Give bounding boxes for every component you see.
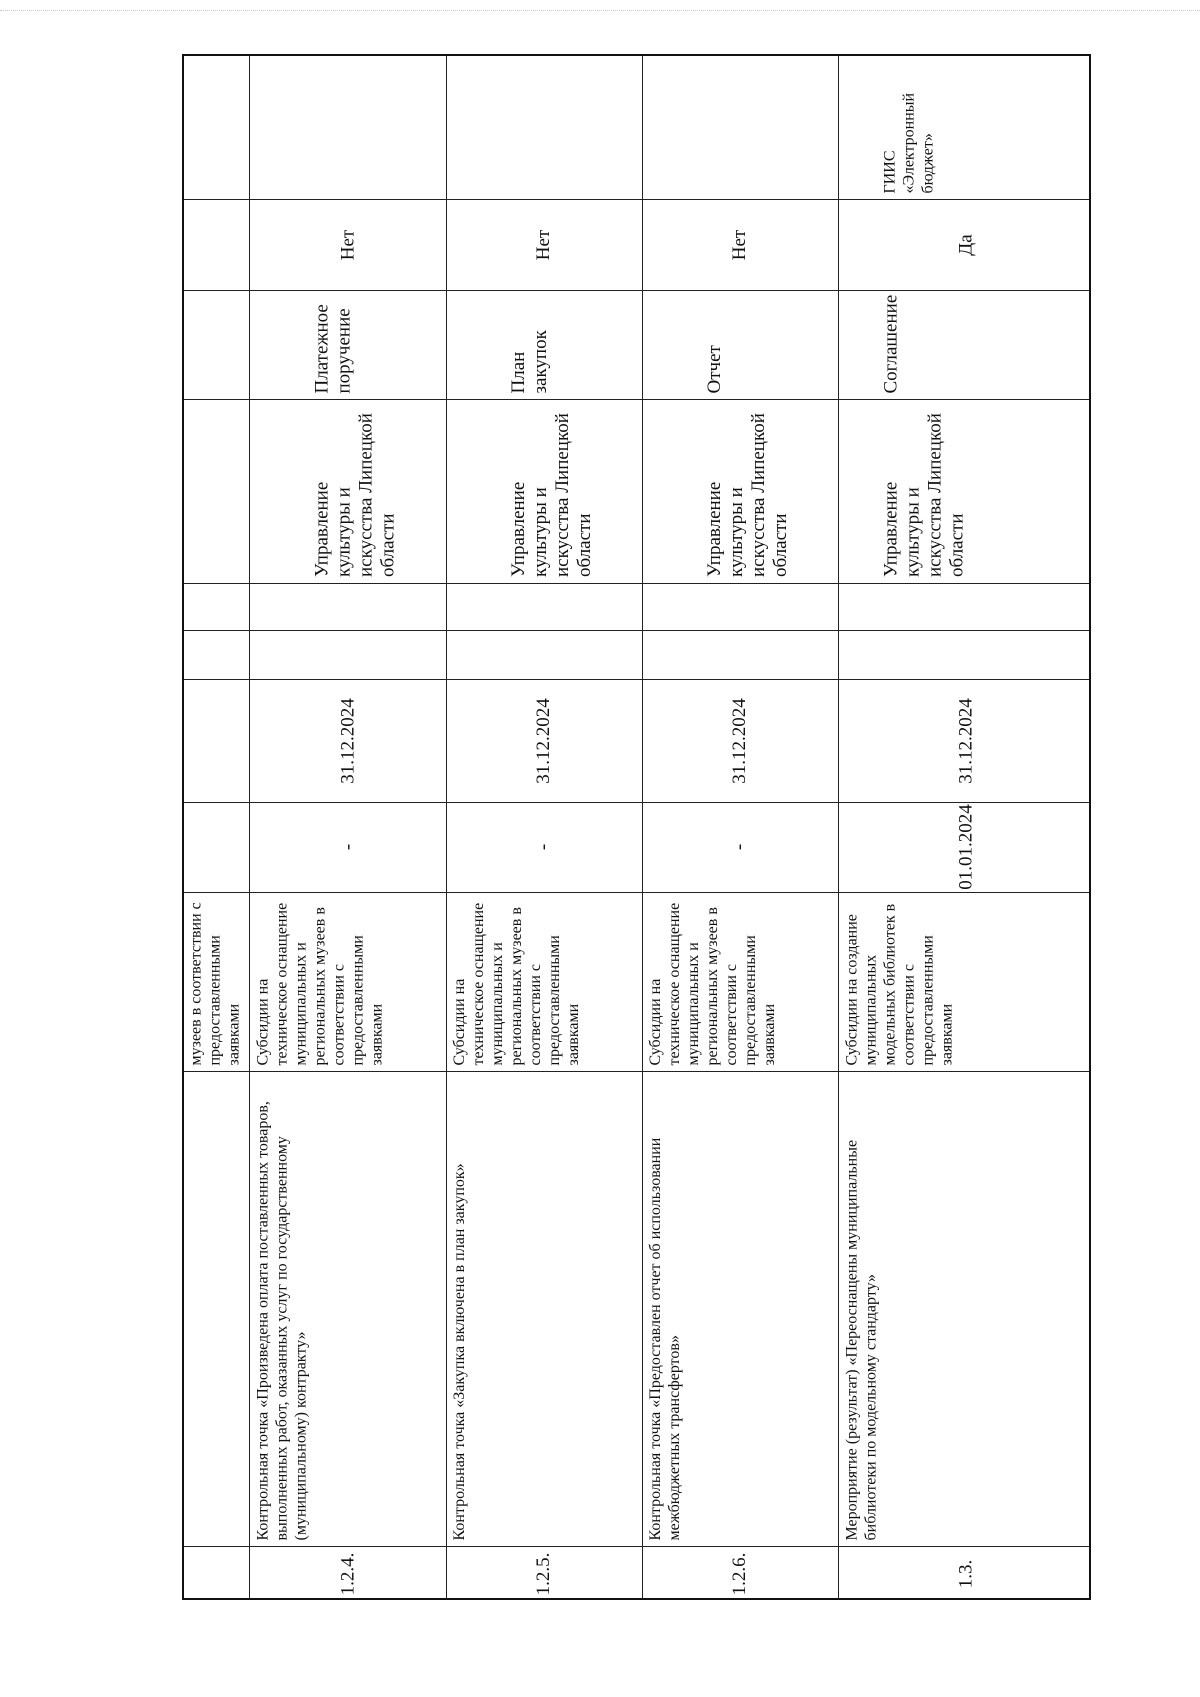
- end-date-cell: [249, 679, 446, 802]
- row-number-text: 1.2.5.: [533, 1552, 554, 1596]
- responsible-cell: [249, 399, 446, 583]
- start-date-text: -: [533, 843, 554, 851]
- end-date-cell: [838, 679, 1093, 802]
- responsible-cell: [838, 399, 1093, 583]
- blank-cell: [446, 630, 642, 679]
- flag-text: Нет: [336, 229, 358, 260]
- blank-cell: [249, 630, 446, 679]
- funding-cell: [642, 892, 838, 1071]
- blank-text: [644, 633, 836, 676]
- end-date-cell: [642, 679, 838, 802]
- responsible-text: Управление культуры и искусства Липецкой области: [704, 413, 791, 577]
- name-cell: [642, 1071, 838, 1546]
- start-date-cell: [838, 802, 1093, 892]
- name-cell: [249, 1071, 446, 1546]
- system-cell: [446, 56, 642, 199]
- blank-cell: [249, 583, 446, 630]
- system-text: [644, 59, 836, 196]
- blank-text: [251, 633, 444, 676]
- row-number-cell: [446, 1546, 642, 1602]
- system-cell: [838, 56, 1093, 199]
- document-cell: [838, 290, 1093, 399]
- system-text: ГИИС «Электронный бюджет»: [881, 92, 936, 193]
- flag-text: Да: [954, 233, 976, 256]
- name-text: Контрольная точка «Произведена оплата поставленных товаров, выполненных работ, оказанных услуг по государственному (муниципальному) контракту»: [254, 1100, 309, 1540]
- name-cell: [838, 1071, 1093, 1546]
- end-date-text: 31.12.2024: [729, 697, 750, 784]
- responsible-text: Управление культуры и искусства Липецкой области: [311, 413, 398, 577]
- blank-cell: [642, 630, 838, 679]
- flag-text: Нет: [533, 229, 554, 260]
- document-cell: [642, 290, 838, 399]
- blank-text: [251, 586, 444, 627]
- header-funding-text: музеев в соответствии с предоставленными заявками: [187, 901, 242, 1065]
- name-cell: [446, 1071, 642, 1546]
- header-funding-cell: [184, 892, 249, 1071]
- end-date-cell: [446, 679, 642, 802]
- data-table: [182, 54, 1091, 1600]
- blank-cell: [838, 630, 1093, 679]
- funding-text: Субсидии на создание муниципальных модельных библиотек в соответствии с предоставленными заявками: [843, 903, 955, 1065]
- flag-cell: [642, 199, 838, 290]
- row-number-text: 1.2.6.: [729, 1552, 750, 1596]
- funding-cell: [446, 892, 642, 1071]
- start-date-text: -: [729, 843, 750, 851]
- end-date-text: 31.12.2024: [954, 697, 976, 784]
- responsible-cell: [642, 399, 838, 583]
- system-text: [448, 59, 640, 196]
- system-text: [251, 59, 444, 196]
- document-text: План закупок: [508, 329, 551, 393]
- start-date-cell: [642, 802, 838, 892]
- start-date-cell: [249, 802, 446, 892]
- document-text: Отчет: [704, 344, 725, 393]
- blank-cell: [838, 583, 1093, 630]
- name-text: Мероприятие (результат) «Переоснащены муниципальные библиотеки по модельному стандарту»: [843, 1139, 879, 1540]
- system-cell: [642, 56, 838, 199]
- blank-text: [840, 586, 1091, 627]
- document-text: Платежное поручение: [311, 303, 354, 393]
- system-cell: [249, 56, 446, 199]
- scan-edge: [0, 10, 1200, 11]
- blank-text: [448, 586, 640, 627]
- row-number-cell: [249, 1546, 446, 1602]
- end-date-text: 31.12.2024: [336, 697, 358, 784]
- start-date-cell: [446, 802, 642, 892]
- blank-text: [448, 633, 640, 676]
- document-text: Соглашение: [880, 294, 901, 393]
- name-text: Контрольная точка «Закупка включена в план закупок»: [451, 1162, 468, 1540]
- flag-cell: [446, 199, 642, 290]
- responsible-text: Управление культуры и искусства Липецкой области: [880, 413, 967, 577]
- name-text: Контрольная точка «Предоставлен отчет об использовании межбюджетных трансфертов»: [647, 1137, 683, 1540]
- funding-cell: [249, 892, 446, 1071]
- row-number-text: 1.2.4.: [336, 1552, 358, 1596]
- end-date-text: 31.12.2024: [533, 697, 554, 784]
- document-cell: [249, 290, 446, 399]
- responsible-text: Управление культуры и искусства Липецкой области: [508, 413, 595, 577]
- blank-text: [840, 633, 1091, 676]
- funding-cell: [838, 892, 1093, 1071]
- flag-cell: [838, 199, 1093, 290]
- blank-text: [644, 586, 836, 627]
- blank-cell: [642, 583, 838, 630]
- row-number-cell: [838, 1546, 1093, 1602]
- flag-text: Нет: [729, 229, 750, 260]
- row-number-cell: [642, 1546, 838, 1602]
- start-date-text: -: [336, 843, 358, 851]
- responsible-cell: [446, 399, 642, 583]
- start-date-text: 01.01.2024: [954, 804, 976, 890]
- funding-text: Субсидии на техническое оснащение муниципальных и региональных музеев в соответствии с предоставленными заявками: [647, 902, 778, 1065]
- blank-cell: [446, 583, 642, 630]
- funding-text: Субсидии на техническое оснащение муниципальных и региональных музеев в соответствии с предоставленными заявками: [451, 902, 582, 1065]
- row-number-text: 1.3.: [954, 1559, 976, 1589]
- funding-text: Субсидии на техническое оснащение муниципальных и региональных музеев в соответствии с предоставленными заявками: [254, 902, 385, 1065]
- flag-cell: [249, 199, 446, 290]
- document-cell: [446, 290, 642, 399]
